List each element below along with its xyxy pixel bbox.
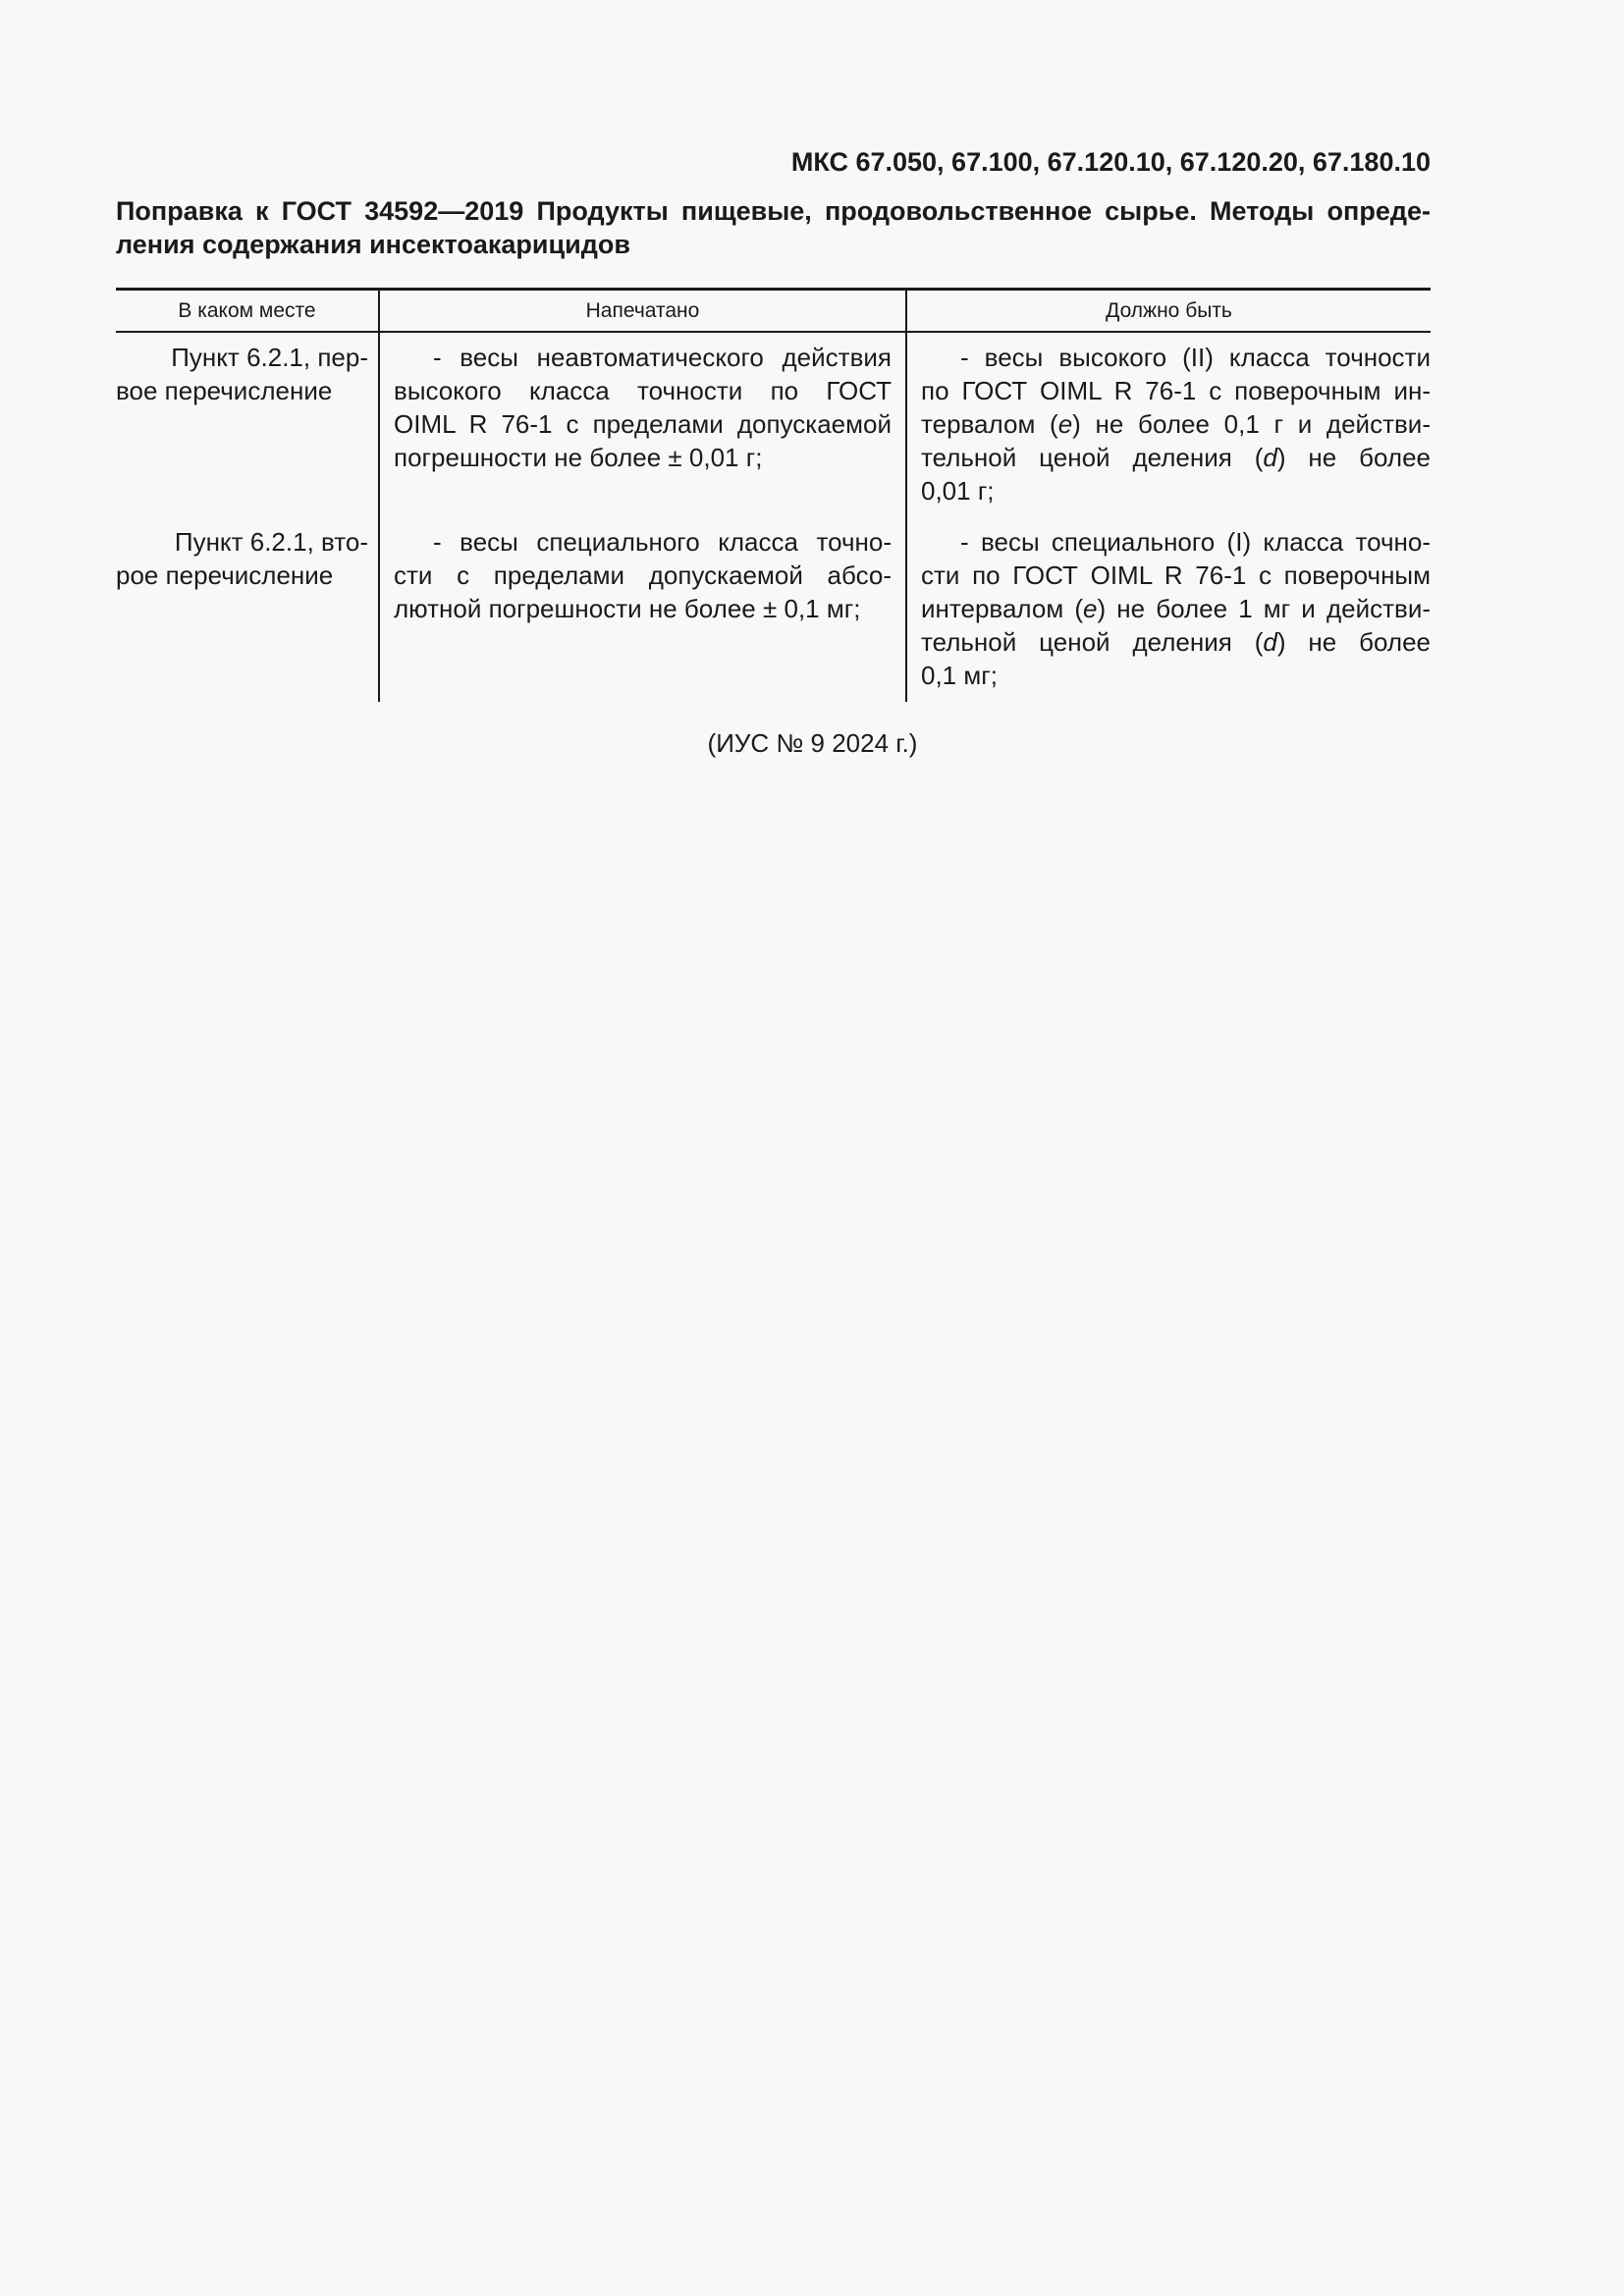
cell-place (116, 332, 379, 517)
cell-line (921, 625, 1431, 659)
symbol-d: d (1263, 627, 1277, 657)
amendment-title (116, 194, 1431, 261)
symbol-e: e (1057, 409, 1073, 439)
corrections-table (116, 288, 1431, 702)
text-segment: ) не более (1276, 443, 1431, 472)
amendment-title-line-1: Поправка к ГОСТ 34592—2019 Продукты пищевые, продовольственное сырье. Методы опреде- (116, 196, 1431, 226)
table-row (116, 332, 1431, 517)
cell-printed (379, 332, 906, 517)
text-segment: тервалом ( (921, 409, 1058, 439)
cell-line: погрешности не более ± 0,01 г; (394, 443, 763, 472)
text-segment: ) не более 0,1 г и действи- (1072, 409, 1431, 439)
ius-source-text: (ИУС № 9 2024 г.) (707, 728, 918, 758)
text-segment: ) не более 1 мг и действи- (1097, 594, 1432, 623)
table-row (116, 517, 1431, 702)
cell-line: - весы специального класса точно- (433, 527, 892, 557)
column-header-place: В каком месте (116, 290, 379, 333)
cell-printed (379, 517, 906, 702)
cell-place (116, 517, 379, 702)
cell-line: вое перечисление (116, 376, 333, 405)
text-segment: ) не более (1276, 627, 1431, 657)
amendment-title-line-2: ления содержания инсектоакарицидов (116, 230, 630, 259)
cell-line: - весы высокого (II) класса точности (960, 343, 1431, 372)
cell-line: - весы специального (I) класса точно- (960, 527, 1431, 557)
cell-line: рое перечисление (116, 561, 334, 590)
text-segment: тельной ценой деления ( (921, 443, 1264, 472)
symbol-e: e (1083, 594, 1098, 623)
cell-line: высокого класса точности по ГОСТ (394, 376, 892, 405)
cell-line (921, 407, 1431, 441)
table-header-row (116, 290, 1431, 333)
cell-should-be (906, 332, 1431, 517)
cell-line (921, 441, 1431, 474)
cell-line: 0,1 мг; (921, 661, 998, 690)
cell-line: по ГОСТ OIML R 76-1 с поверочным ин- (921, 376, 1431, 405)
cell-line: 0,01 г; (921, 476, 995, 506)
text-segment: интервалом ( (921, 594, 1083, 623)
cell-line: сти по ГОСТ OIML R 76-1 с поверочным (921, 561, 1431, 590)
cell-line: OIML R 76-1 с пределами допускаемой (394, 409, 892, 439)
mks-codes: МКС 67.050, 67.100, 67.120.10, 67.120.20, 67.180.10 (790, 147, 1431, 177)
cell-line: лютной погрешности не более ± 0,1 мг; (394, 594, 861, 623)
cell-should-be (906, 517, 1431, 702)
cell-line: - весы неавтоматического действия (433, 343, 892, 372)
ius-source-reference (116, 728, 1431, 759)
column-header-should-be: Должно быть (906, 290, 1431, 333)
text-segment: тельной ценой деления ( (921, 627, 1264, 657)
symbol-d: d (1263, 443, 1277, 472)
column-header-printed: Напечатано (379, 290, 906, 333)
cell-line: Пункт 6.2.1, вто- (174, 527, 368, 557)
cell-line: сти с пределами допускаемой абсо- (394, 561, 892, 590)
cell-line: Пункт 6.2.1, пер- (171, 343, 368, 372)
cell-line (921, 592, 1431, 625)
